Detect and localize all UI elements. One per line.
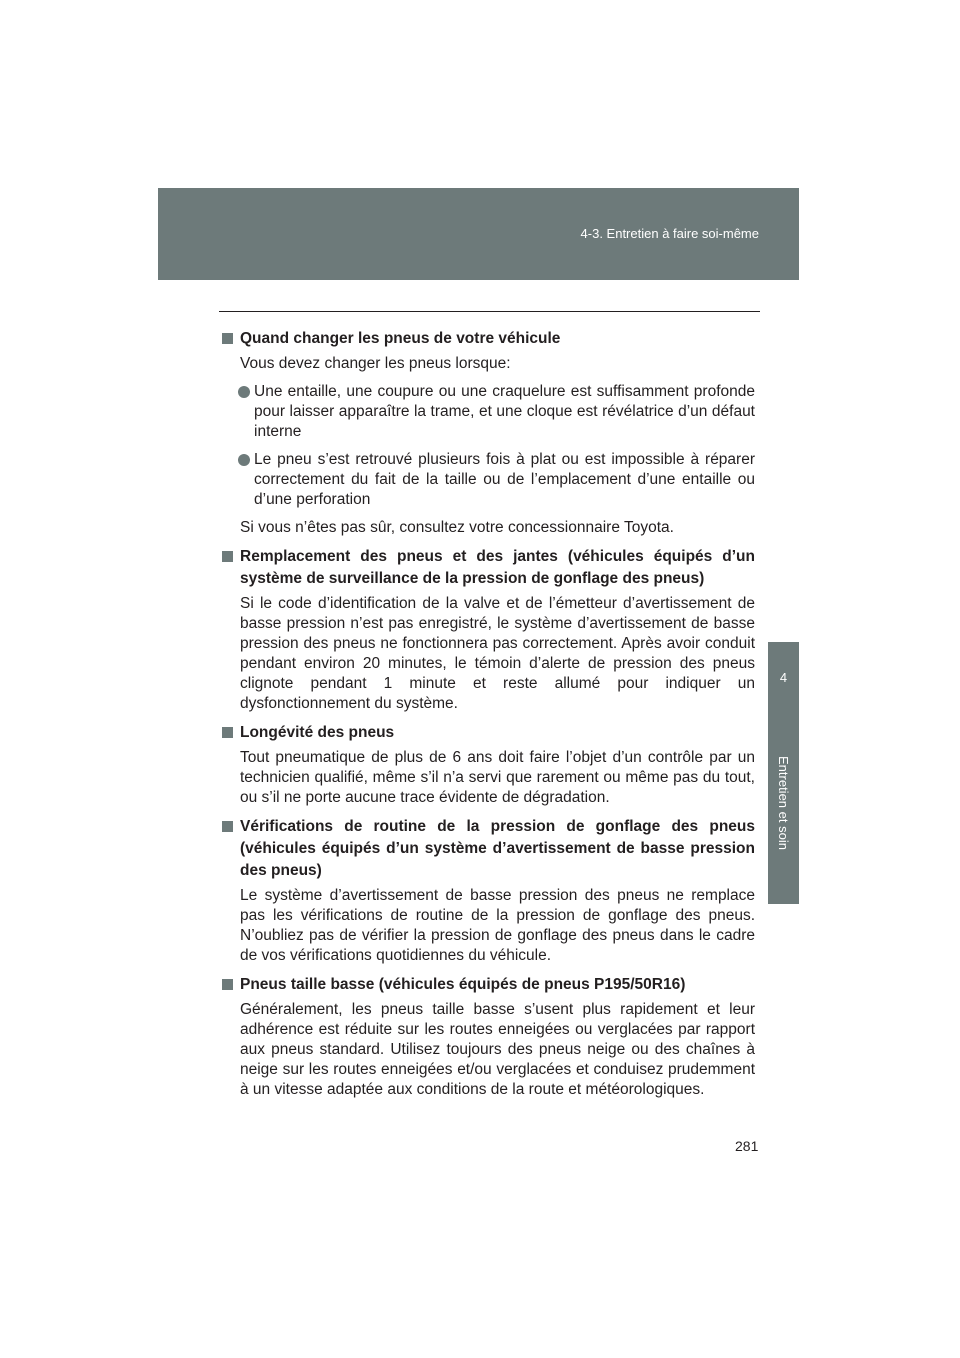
- square-bullet-icon: [222, 979, 233, 990]
- list-item: [222, 450, 755, 510]
- section-outro: Si vous n’êtes pas sûr, consultez votre concessionnaire Toyota.: [240, 519, 674, 536]
- section-title: Remplacement des pneus et des jantes (véhicules équipés d’un système de surveillance de la pression de gonflage des pneus): [240, 548, 755, 587]
- list-item-text: Une entaille, une coupure ou une craquelure est suffisamment profonde pour laisser apparaître la trame, et une cloque est révélatrice d’un défaut interne: [254, 383, 755, 440]
- section-header-title: 4-3. Entretien à faire soi-même: [580, 226, 759, 241]
- section-tire-replacement-timing: [222, 328, 755, 538]
- section-body: Tout pneumatique de plus de 6 ans doit faire l’objet d’un contrôle par un technicien qualifié, même s’il n’a servi que rarement ou même pas du tout, ou s’il ne porte aucune trace évidente de dégradation.: [240, 749, 755, 806]
- section-body: Généralement, les pneus taille basse s’usent plus rapidement et leur adhérence est réduite sur les routes enneigées ou verglacées par rapport aux pneus standard. Utilisez toujours des pneus neige ou des chaînes à neige sur les routes enneigées et/ou verglacées et conduisez prudemment à un vitesse adaptée aux conditions de la route et météorologiques.: [240, 1001, 755, 1098]
- page-number: 281: [735, 1138, 759, 1154]
- chapter-number: 4: [779, 670, 788, 685]
- section-title: Longévité des pneus: [240, 724, 395, 741]
- chapter-title: Entretien et soin: [776, 756, 791, 850]
- section-heading: [222, 816, 755, 882]
- top-rule: [219, 311, 760, 312]
- section-heading: [222, 974, 755, 996]
- square-bullet-icon: [222, 821, 233, 832]
- list-item-text: Le pneu s’est retrouvé plusieurs fois à plat ou est impossible à réparer correctement du fait de la taille ou de l’emplacement d’une entaille ou d’une perforation: [254, 451, 755, 508]
- header-band: [158, 188, 799, 280]
- section-tire-wheel-replacement: [222, 546, 755, 714]
- section-body: Le système d’avertissement de basse pression des pneus ne remplace pas les vérifications de routine de la pression de gonflage des pneus. N’oubliez pas de vérifier la pression de gonflage des pneus dans le cadre de vos vérifications quotidiennes du véhicule.: [240, 887, 755, 964]
- section-title: Pneus taille basse (véhicules équipés de pneus P195/50R16): [240, 976, 686, 993]
- square-bullet-icon: [222, 551, 233, 562]
- list-item: [222, 382, 755, 442]
- section-low-profile-tires: [222, 974, 755, 1100]
- page-content: [222, 328, 755, 1108]
- section-intro: Vous devez changer les pneus lorsque:: [240, 355, 511, 372]
- section-heading: [222, 722, 755, 744]
- chapter-tab: [768, 642, 799, 744]
- circle-bullet-icon: [238, 454, 250, 466]
- section-heading: [222, 546, 755, 590]
- circle-bullet-icon: [238, 386, 250, 398]
- section-tire-longevity: [222, 722, 755, 808]
- square-bullet-icon: [222, 727, 233, 738]
- section-body: Si le code d’identification de la valve et de l’émetteur d’avertissement de basse pression n’est pas enregistré, le système d’avertissement de basse pression des pneus ne fonctionnera pas correctement. Après avoir conduit pendant environ 20 minutes, le témoin d’alerte de pression des pneus clignote pendant 1 minute et reste allumé pour indiquer un dysfonctionnement du système.: [240, 595, 755, 712]
- section-title: Quand changer les pneus de votre véhicule: [240, 330, 561, 347]
- section-routine-pressure-checks: [222, 816, 755, 966]
- section-heading: [222, 328, 755, 350]
- square-bullet-icon: [222, 333, 233, 344]
- chapter-label-tab: [768, 744, 799, 904]
- section-title: Vérifications de routine de la pression de gonflage des pneus (véhicules équipés d’un système d’avertissement de basse pression des pneus): [240, 818, 755, 879]
